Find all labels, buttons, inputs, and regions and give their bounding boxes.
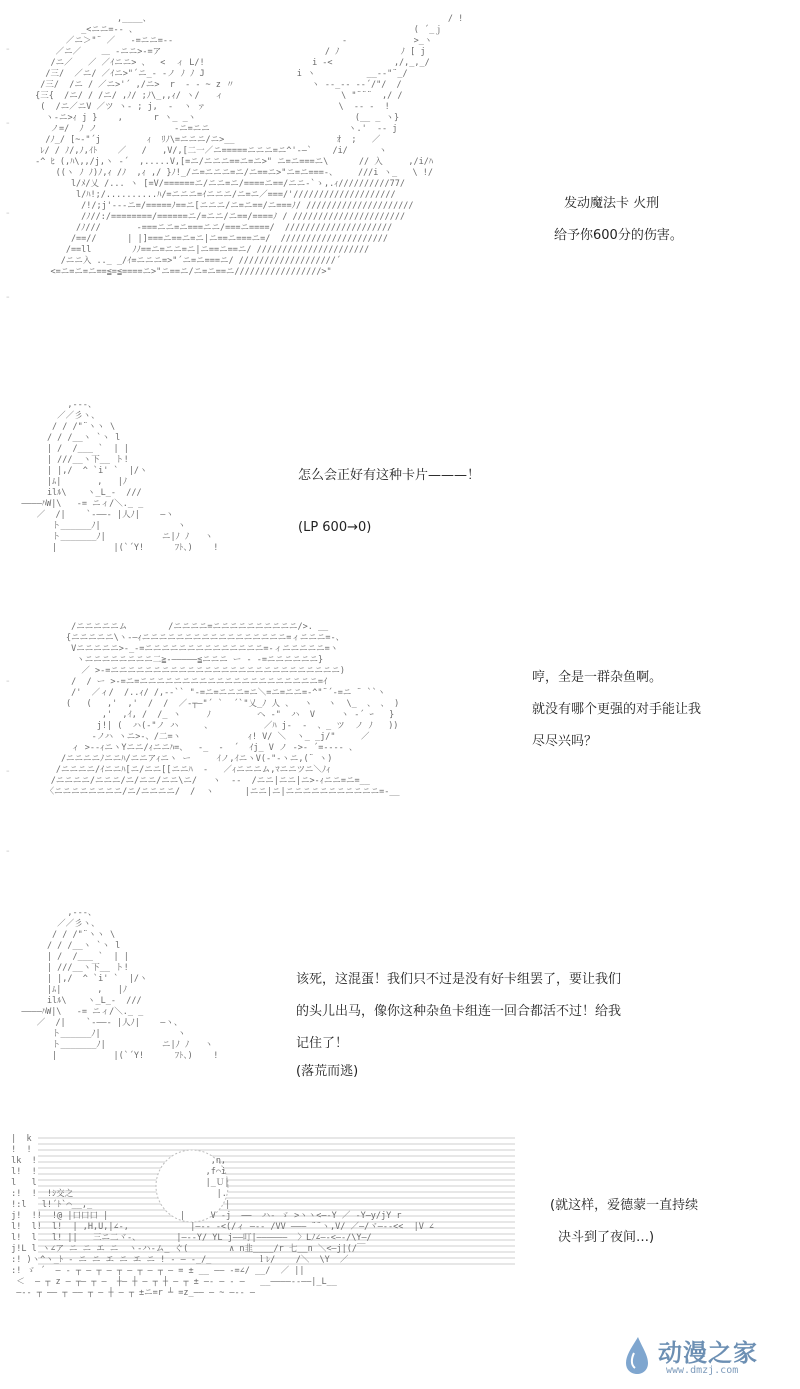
panel-retreat bbox=[0, 908, 800, 1118]
side-dot: - bbox=[6, 44, 10, 55]
narration-line: 决斗到了夜间…) bbox=[558, 1230, 655, 1245]
dialogue-line: 记住了！ bbox=[296, 1036, 349, 1051]
side-dot: - bbox=[6, 766, 10, 777]
side-dot: - bbox=[6, 208, 10, 219]
ascii-art-monster-crowd: /ニニニニニム /ニニニニ=ニニニニニニニニニニ/>. __ {ニニニニニ\ヽ‐―ｨニニニニニニニニニニニニニニニニニ=ィニニニ=-、 Vニニニニニ>‐_‐=ニニニニニニニニニニニニニニ=‐ィニニニニニ=ヽ ヽニニニニニニニニ二≧-―――――≦ニニニ ー ‐ ‐=ニニニニニニ} ／ >‐=ニニニニニニニニニニニニニニニニニニニニニニニニニニニ) / / ー >‐=ニ=ニニニニニニニニニニニニニニニニニニニニニ=ｲ /' ／ィ/ /..ｨ/ /,-‐`` "‐=ニ=ニニニ=ニ＼=ニ=ニニ=‐^"¨´‐=ニ ¨ ``ヽ ( ( ,' ,' / / ／‐┬―"´ ` ´`"乂_ﾉ 人 、 ヽ ヽ \_ 、 、 ) ,' ,ｲ, / /_ ヽ ﾉ ヘ ‐" ハ V ヽ ‐´ ｰ } j!| ( ハ(‐"ノ ハ 、 ／ﾊ j‐ ‐ 、_ ツ ノ ﾉ )) ‐ノハ ヽニ>-、/二=ヽ ｨ! V/ ＼ ヽ_ _j/" ／ ィ >-‐ｨニヽYニニ/ｨニニﾊ=、 ‐_ - ´ ｲj_ V ノ ‐>- ´=‐‐‐- 、 /ニニニニﾉニニﾊ/ニニアｨニヽ ー ｲノ,ｲニヽV(‐"‐ヽニ,(¨ ヽ) /ニニニニ/ｲニニﾊ[ニ/ニニ[[ニニﾊ ‐ ／ｨニニニム,ﾏニニツニ＼ﾉｨ /ニニニニ/ニニニ/ニ/ニニ/ニニ\ニ/ ヽ ‐‐ /ニニ|ニニ|ニ>-ｨニニ=ニ=__ 〈ニニニニニニニニ/ニ/ニニニニ/ / ヽ |ニニ|ニ|ニニニニニニニニニニニ=-__ bbox=[45, 622, 400, 797]
narration-sunset bbox=[550, 1190, 698, 1254]
ascii-art-duelist-angry: ,-‐-、 ／／彡ヽ、 / / /"¨ヽヽ \ / / /__ヽ `ヽ l | / /___ ` | | | ///__ヽ下__ ト! | |,/ ^ `i' ` |/ヽ |ﾑ| , |ﾉ ilﾙ\ ヽ_L_- /// ――――ﾊW|\ -= ニィ/＼._ _ ／ /| `‐――‐ |人ﾉ| ―ヽ、 ト______ﾉ| ヽ ト_______ﾉ| ニ|ﾉ ﾉ ヽ | |(`´Y! ﾌﾄ、) ! bbox=[21, 908, 219, 1061]
side-dot: - bbox=[6, 676, 10, 687]
dialogue-lp-reaction bbox=[298, 460, 480, 544]
side-dot: - bbox=[6, 118, 10, 129]
dialogue-line: 哼，全是一群杂鱼啊。 bbox=[532, 670, 663, 685]
dialogue-line: 就没有哪个更强的对手能让我 bbox=[532, 702, 702, 717]
watermark-url: www.dmzj.com bbox=[666, 1365, 739, 1376]
stage-direction: (落荒而逃) bbox=[296, 1064, 359, 1079]
ascii-art-street-scene: | k ! ! lk ! ,n, l! ! ,f⌒i l l |_Ｕ| :! ! !ｼ交之 |. !:l l!´ﾄ`⌒__,_ | j! !! !@ |口口口 | | V ‐j ―― ハ‐ ゞ >ヽヽ<―-Y ／ ‐Y―y/jY r l! l! l! | ,H,U,|∠‐, |―‐‐ ‐<(/ィ ―‐‐ /VV ――― ¨¨ヽ,V/ ／―/ヾ―‐‐<< |V ∠ l! l l! || 三ニ二ヾ‐、 |―‐‐Y/ YL j――叮|―――――― 〉Lﾉ∠―‐<―‐/\Y―/ j!L l ヽ∠ア ニ ニ エ ニ ヽ‐ハ-ム_ ぐ( ∧ n韭____/r 七__n ＼<―j|(/￣ :! )ヽ^ヽ_ﾄ ‐ ニ ニ エ ニ エ ニ ! ‐ ― ‐_/_ ｌﾚ/ /＼ \Y ／ :! ゞ ´ ― ‐ ┬ ― ┬ ― ┬ ― ┬ ― ┬ ― = ± __ ―― ‐=∠/ __/ ／ || ＜ ― ┬ z ― ┬― ┬ ― ┼― ┼ ― ┬ ┼ ― ┬ ± ―‐ ― ‐ ― __――――‐‐――|_L__ ―‐‐ ┬ ―― ┬ ―― ┬ ― ┼ ― ┬ ±ニ=r ┴ =z_―― ― ~ ―‐‐ ― bbox=[11, 1134, 435, 1298]
dialogue-line: 尽尽兴吗？ bbox=[532, 734, 598, 749]
dialogue-line: 的头儿出马，像你这种杂鱼卡组连一回合都活不过！给我 bbox=[296, 1004, 622, 1019]
lp-change-note: (LP 600→0) bbox=[298, 520, 372, 535]
side-dot: - bbox=[6, 292, 10, 303]
dialogue-line: 该死，这混蛋！我们只不过是没有好卡组罢了，要让我们 bbox=[296, 972, 622, 987]
dialogue-boast bbox=[532, 662, 701, 758]
ascii-art-fire-wave: ,____、 / ! _<ニニ=-‐ 、 ( ´_ｊ ／ニ＞"¨ ／ ‐=ニニ=-- - >_ヽ ／ニ／ ＿ -ニニ>‐=ア / ﾉ ﾉ [ j /ニ／ ／ ／ｲニニ> 、 < ィ L/! i -< ,/,_,_/ /三/ ／ニ/ ／ｲニ>"´ニ_‐ ‐ノ ﾉ ﾉ J i ヽ __-‐"¨_/ /三/ /ニ / ／ニ>'´ ,/ニ> r ‐ ‐ ~ z 〃 ヽ ‐‐_‐- -‐´/"/ / {三{ /ニ/ / /ニ/ ,ﾉ/ ;ﾉ\_,,ｨ/ ヽ/ ィ \ "¨¨¨ ,/ / ( /ニ／ニV ／ツ ヽ- ; j, - ヽ ァ \ -‐ - ! ヽ-ニ>ｨ j } , r ヽ_ _ヽ (__ _ ヽ} ノ=/ ﾉ ノ -ニ=ニニ ヽ.' -‐ j /ﾉ_/ [~-"´j ｨ ﾘﾉ\=ニニニ/ニ>__ ｵ ; ／ ﾚ/ / ﾉ/,ﾉ,ｲﾄ ／ / ,V/,[二一／ニ=====ニニニ=ニ^'‐―` /i/ ヽ ‐^ ﾋ (,ﾊ\,,/j,ヽ ‐´ ,.....V,[=ニ/ニニニ==ニ=ニ>" ニ=ニ===ニ\ // 入 ,/i/ﾊ ((ヽ ﾉ ﾉ)ﾉ,ｨ /ﾉ ,ｨ ,/ }ﾉ!_/ニ=ニニニ=ニ/ニ==ニ>"ニ=ニ===-、 ///i ヽ_ \ !/ l/ﾒ/乂 /... ヽ [=V/======ニ/ニニ=ニ/====ニ==/ニニ-`ゝ,.ｨ//////////77/ l/ﾊ!;/..........ﾊ/=ニニニ=ｲニニニ/ニ=ニ／===/'//////////////////// /!/;j'---ニ=/=====ﾉ==ニ[ニニニ/ニ=ニ==/ニ===ﾉ/ ///////////////////// /ﾉ//:/========/======ニ/=ニニ/ニ==/====ﾉ / ////////////////////// /ﾉ/// ‐===ニニ=ニ===ニニ/===ニ====/ ///////////////////// /==// | |]===ニ==ニ=ニ|ニ==ニ===ニ=/ ///////////////////// /==ll ﾉﾉ==ニ=ニニ=ニ|ニ==ニ==ニ/ ////////////////////// /ニニ入 .._ _/ｲ=ニニニ=>"´ニ=ニ===ニ/ ///////////////////´ <=ニ=ニ=ニ==≦=≦====ニ>"ニ==ニ/ニ=ニ==ニ/////////////////>" bbox=[35, 14, 464, 277]
panel-lp-reaction bbox=[0, 400, 800, 610]
site-watermark bbox=[616, 1333, 786, 1381]
side-dot: - bbox=[6, 846, 10, 857]
watermark-title: 动漫之家 bbox=[658, 1339, 758, 1367]
dialogue-line: 发动魔法卡 火刑 bbox=[564, 196, 660, 211]
panel-sunset bbox=[0, 1130, 800, 1389]
ascii-art-duelist-shocked: ,-‐-、 ／／彡ヽ、 / / /"¨ヽヽ \ / / /__ヽ `ヽ l | / /___ ` | | | ///__ヽ下__ ト! | |,/ ^ `i' ` |/ヽ |ﾑ| , |ﾉ ilﾙ\ ヽ_L_- /// ――――ﾊW|\ -= ニィ/＼._ _ ／ /| `‐――‐ |人ﾉ| ―ヽ ト______ﾉ| ヽ ト_______ﾉ| ニ|ﾉ ﾉ ヽ | |(`´Y! ﾌﾄ、) ! bbox=[21, 400, 219, 553]
narration-line: (就这样，爱德蒙一直持续 bbox=[550, 1198, 699, 1213]
dialogue-line: 给予你600分的伤害。 bbox=[554, 228, 683, 243]
panel-boast bbox=[0, 618, 800, 878]
dialogue-card-activate bbox=[554, 188, 683, 252]
dialogue-line: 怎么会正好有这种卡片———！ bbox=[298, 468, 481, 483]
water-drop-logo-icon bbox=[622, 1335, 652, 1375]
panel-card-activate bbox=[0, 0, 800, 380]
dialogue-retreat bbox=[296, 964, 621, 1088]
